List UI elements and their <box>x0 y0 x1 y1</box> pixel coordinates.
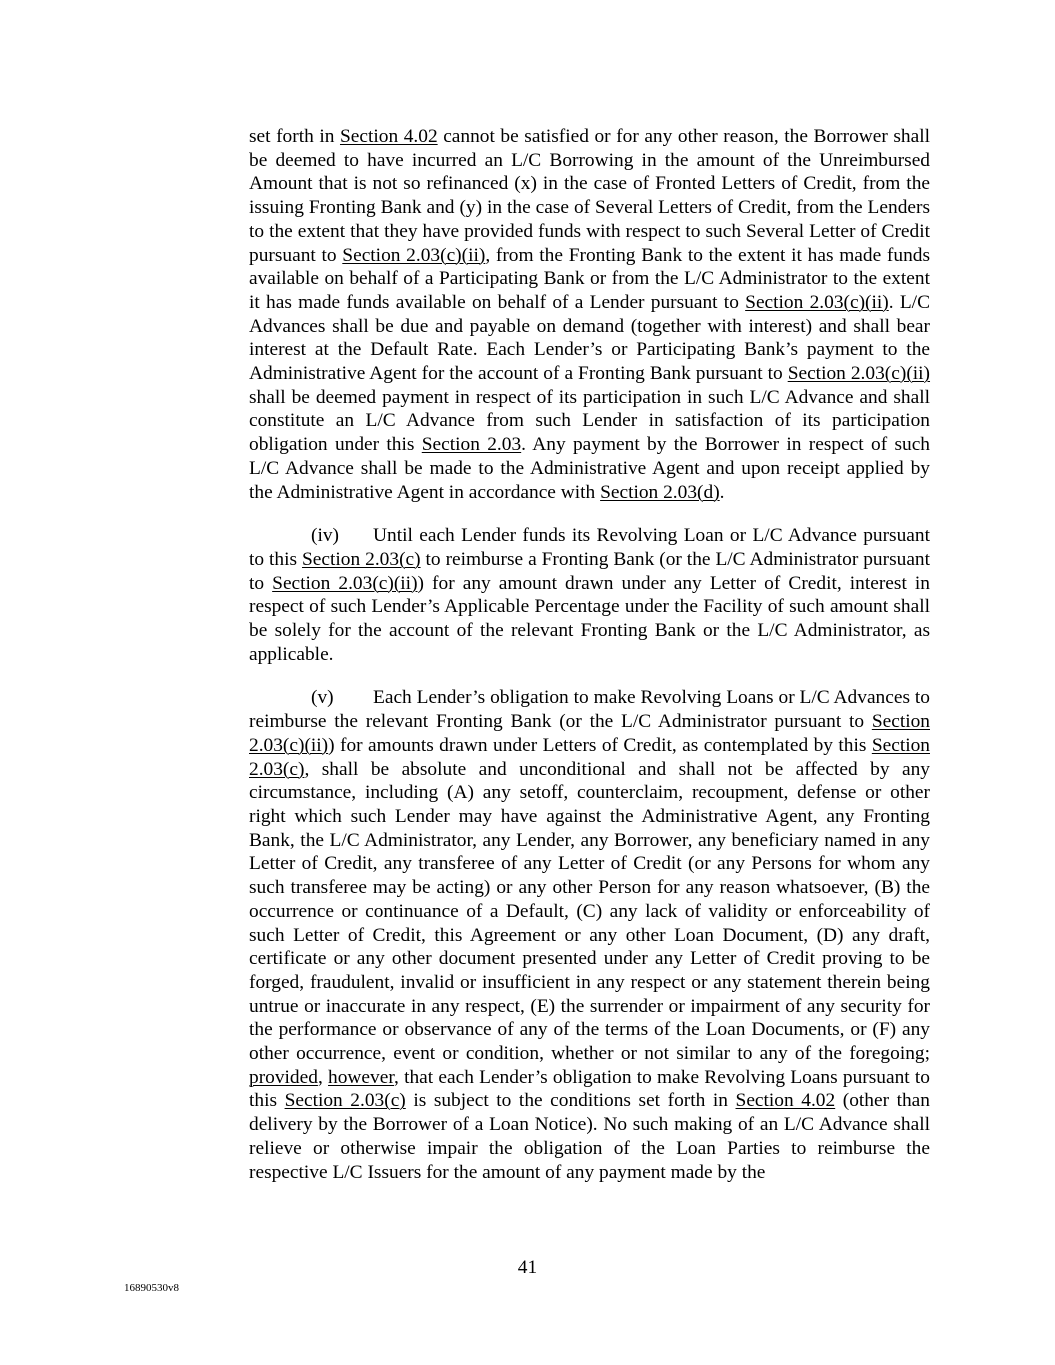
text-run: , that each Lender’s obligation to make Revolving Loans pursuant to this <box>249 1066 930 1112</box>
section-reference: Section 2.03(d) <box>600 481 720 503</box>
section-reference: Section 4.02 <box>735 1090 836 1112</box>
clause-v-text <box>249 687 930 1182</box>
section-reference: Section 2.03(c) <box>249 734 930 780</box>
clause-iv-label: (iv) <box>311 525 339 547</box>
page-number: 41 <box>517 1257 538 1278</box>
text-run: cannot be satisfied or for any other reason, the Borrower shall be deemed to have incurred an L/C Borrowing in the amount of the Unreimbursed Amount that is not so refinanced (x) in the case of Fronted Letters of Credit, from the issuing Fronting Bank and (y) in the case of Several Letters of Credit, from the Lenders to the extent that they have provided funds with respect to such Several Letter of Credit pursuant to <box>249 126 931 266</box>
text-run: set forth in <box>249 126 340 147</box>
section-reference: Section 2.03 <box>421 434 522 456</box>
section-reference: however <box>328 1066 394 1088</box>
document-id: 16890530v8 <box>124 1282 179 1294</box>
text-run: , shall be absolute and unconditional and shall not be affected by any circumstance, including (A) any setoff, counterclaim, recoupment, defense or other right which such Lender may have against the Administrative Agent, any Fronting Bank, the L/C Administrator, any Lender, any Borrower, any beneficiary named in any Letter of Credit, any transferee of any Letter of Credit (or any Persons for whom any such transferee may be acting) or any other Person for any reason whatsoever, (B) the occurrence or continuance of a Default, (C) any lack of validity or enforceability of such Letter of Credit, this Agreement or any other Loan Document, (D) any draft, certificate or any other document presented under any Letter of Credit proving to be forged, fraudulent, invalid or insufficient in any respect or any statement therein being untrue or inaccurate in any respect, (E) the surrender or impairment of any security for the performance or observance of any of the terms of the Loan Documents, or (F) any other occurrence, event or condition, whether or not similar to any of the foregoing; <box>249 758 930 1065</box>
section-reference: Section 2.03(c) <box>284 1090 406 1112</box>
section-reference: Section 2.03(c)(ii) <box>272 572 418 594</box>
section-reference: Section 2.03(c)(ii) <box>787 363 931 385</box>
text-run: (other than delivery by the Borrower of a Loan Notice). No such making of an L/C Advance shall relieve or otherwise impair the obligation of the Loan Parties to reimburse the respective L/C Issuers for the amount of any payment made by the <box>249 1090 930 1183</box>
text-run: is subject to the conditions set forth in <box>405 1090 736 1112</box>
text-run: ) for amounts drawn under Letters of Credit, as contemplated by this <box>328 734 872 756</box>
text-run: Each Lender’s obligation to make Revolving Loans or L/C Advances to reimburse the relevant Fronting Bank (or the L/C Administrator pursuant to <box>249 687 930 733</box>
text-run: , <box>317 1066 329 1088</box>
clause-v-paragraph <box>249 686 930 1184</box>
text-run: to reimburse a Fronting Bank (or the L/C Administrator pursuant to <box>249 548 931 594</box>
document-body <box>249 125 930 1184</box>
clause-iv-paragraph <box>249 524 930 666</box>
text-run: Until each Lender funds its Revolving Loan or L/C Advance pursuant to this <box>249 525 930 570</box>
text-run: , from the Fronting Bank to the extent it has made funds available on behalf of a Participating Bank or from the L/C Administrator to the extent it has made funds available on behalf of a Lender pursuant to <box>249 244 931 313</box>
section-reference: provided <box>249 1066 318 1088</box>
section-reference: Section 2.03(c)(ii) <box>342 244 486 266</box>
text-run: . L/C Advances shall be due and payable on demand (together with interest) and shall bear interest at the Default Rate. Each Lender’s or Participating Bank’s payment to the Administrative Agent for the account of a Fronting Bank pursuant to <box>249 291 931 385</box>
text-run: . <box>719 481 725 503</box>
section-reference: Section 2.03(c)(ii) <box>745 291 889 313</box>
text-run: shall be deemed payment in respect of its participation in such L/C Advance and shall constitute an L/C Advance from such Lender in satisfaction of its participation obligation under this <box>249 386 930 456</box>
paragraph-continued <box>249 125 930 504</box>
section-reference: Section 4.02 <box>339 126 438 147</box>
text-run: ) for any amount drawn under any Letter of Credit, interest in respect of such Lender’s Applicable Percentage under the Facility of such amount shall be solely for the account of the relevant Fronting Bank or the L/C Administrator, as applicable. <box>249 572 930 665</box>
clause-v-label: (v) <box>311 687 334 709</box>
section-reference: Section 2.03(c)(ii) <box>249 711 930 756</box>
text-run: . Any payment by the Borrower in respect of such L/C Advance shall be made to the Administrative Agent and upon receipt applied by the Administrative Agent in accordance with <box>249 434 931 503</box>
section-reference: Section 2.03(c) <box>302 548 421 570</box>
